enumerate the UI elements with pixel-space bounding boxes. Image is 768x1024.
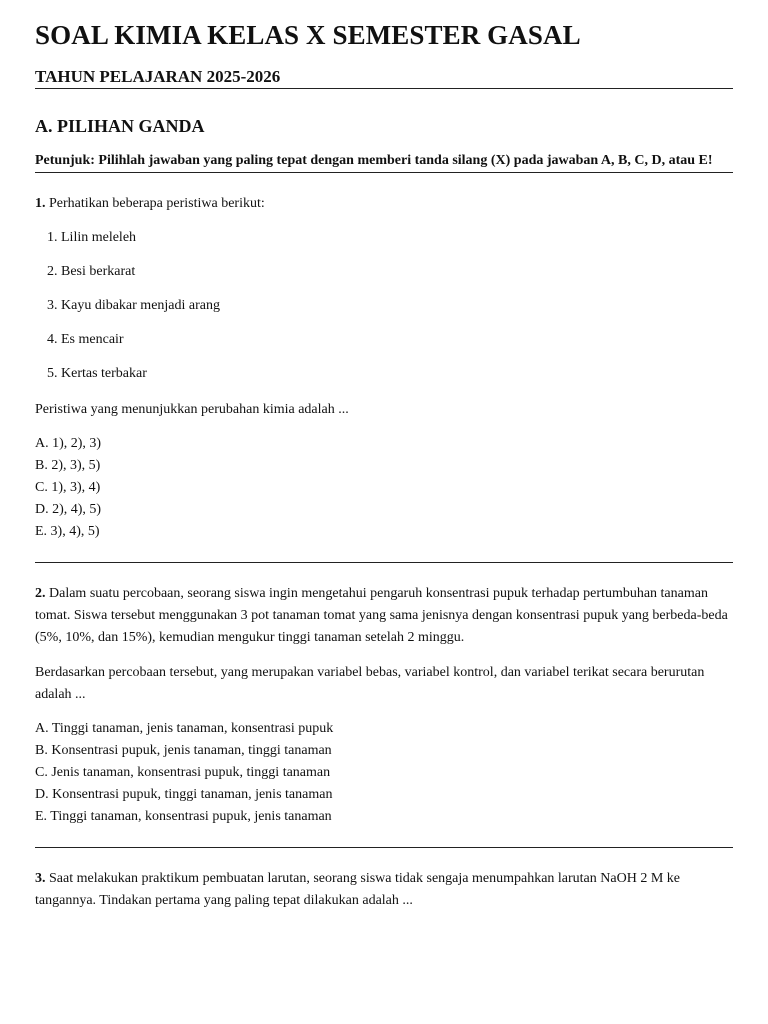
answer-option-e[interactable]: E. 3), 4), 5) xyxy=(35,524,100,539)
academic-year: TAHUN PELAJARAN 2025-2026 xyxy=(35,67,281,86)
list-item: 2. Besi berkarat xyxy=(47,264,136,279)
question-2 xyxy=(35,563,733,828)
question-1 xyxy=(35,173,733,543)
answer-option-e[interactable]: E. Tinggi tanaman, konsentrasi pupuk, jenis tanaman xyxy=(35,809,332,824)
answer-option-b[interactable]: B. 2), 3), 5) xyxy=(35,458,101,473)
question-text xyxy=(35,848,733,912)
list-item: 1. Lilin meleleh xyxy=(47,230,137,245)
instruction-text: Petunjuk: Pilihlah jawaban yang paling tepat dengan memberi tanda silang (X) pada jawaban A, B, C, D, atau E! xyxy=(35,153,713,168)
answer-option-a[interactable]: A. Tinggi tanaman, jenis tanaman, konsentrasi pupuk xyxy=(35,721,334,736)
question-number: 3. xyxy=(35,871,46,886)
answer-option-a[interactable]: A. 1), 2), 3) xyxy=(35,436,102,451)
answer-options xyxy=(35,433,733,543)
question-text xyxy=(35,173,733,215)
question-3 xyxy=(35,848,733,912)
answer-options xyxy=(35,718,733,828)
question-prompt: Berdasarkan percobaan tersebut, yang merupakan variabel bebas, variabel kontrol, dan variabel terikat secara berurutan adalah ... xyxy=(35,665,705,702)
question-stem: Dalam suatu percobaan, seorang siswa ingin mengetahui pengaruh konsentrasi pupuk terhadap pertumbuhan tanaman tomat. Siswa tersebut menggunakan 3 pot tanaman tomat yang sama jenisnya dengan konsentrasi pupuk yang berbeda-beda (5%, 10%, dan 15%), kemudian mengukur tinggi tanaman setelah 2 minggu. xyxy=(35,586,728,645)
list-item: 5. Kertas terbakar xyxy=(47,366,147,381)
list-item: 3. Kayu dibakar menjadi arang xyxy=(47,298,220,313)
list-item: 4. Es mencair xyxy=(47,332,124,347)
answer-option-c[interactable]: C. 1), 3), 4) xyxy=(35,480,101,495)
question-stem: Saat melakukan praktikum pembuatan larutan, seorang siswa tidak sengaja menumpahkan larutan NaOH 2 M ke tangannya. Tindakan pertama yang paling tepat dilakukan adalah ... xyxy=(35,871,680,908)
section-title: A. PILIHAN GANDA xyxy=(35,116,205,136)
document-title: SOAL KIMIA KELAS X SEMESTER GASAL xyxy=(35,20,581,50)
answer-option-c[interactable]: C. Jenis tanaman, konsentrasi pupuk, tinggi tanaman xyxy=(35,765,331,780)
answer-option-b[interactable]: B. Konsentrasi pupuk, jenis tanaman, tinggi tanaman xyxy=(35,743,332,758)
event-list xyxy=(35,227,733,385)
answer-option-d[interactable]: D. Konsentrasi pupuk, tinggi tanaman, jenis tanaman xyxy=(35,787,333,802)
question-prompt: Peristiwa yang menunjukkan perubahan kimia adalah ... xyxy=(35,402,349,417)
answer-option-d[interactable]: D. 2), 4), 5) xyxy=(35,502,102,517)
question-stem: Perhatikan beberapa peristiwa berikut: xyxy=(49,196,265,211)
question-number: 1. xyxy=(35,196,46,211)
question-number: 2. xyxy=(35,586,46,601)
question-text xyxy=(35,563,733,649)
